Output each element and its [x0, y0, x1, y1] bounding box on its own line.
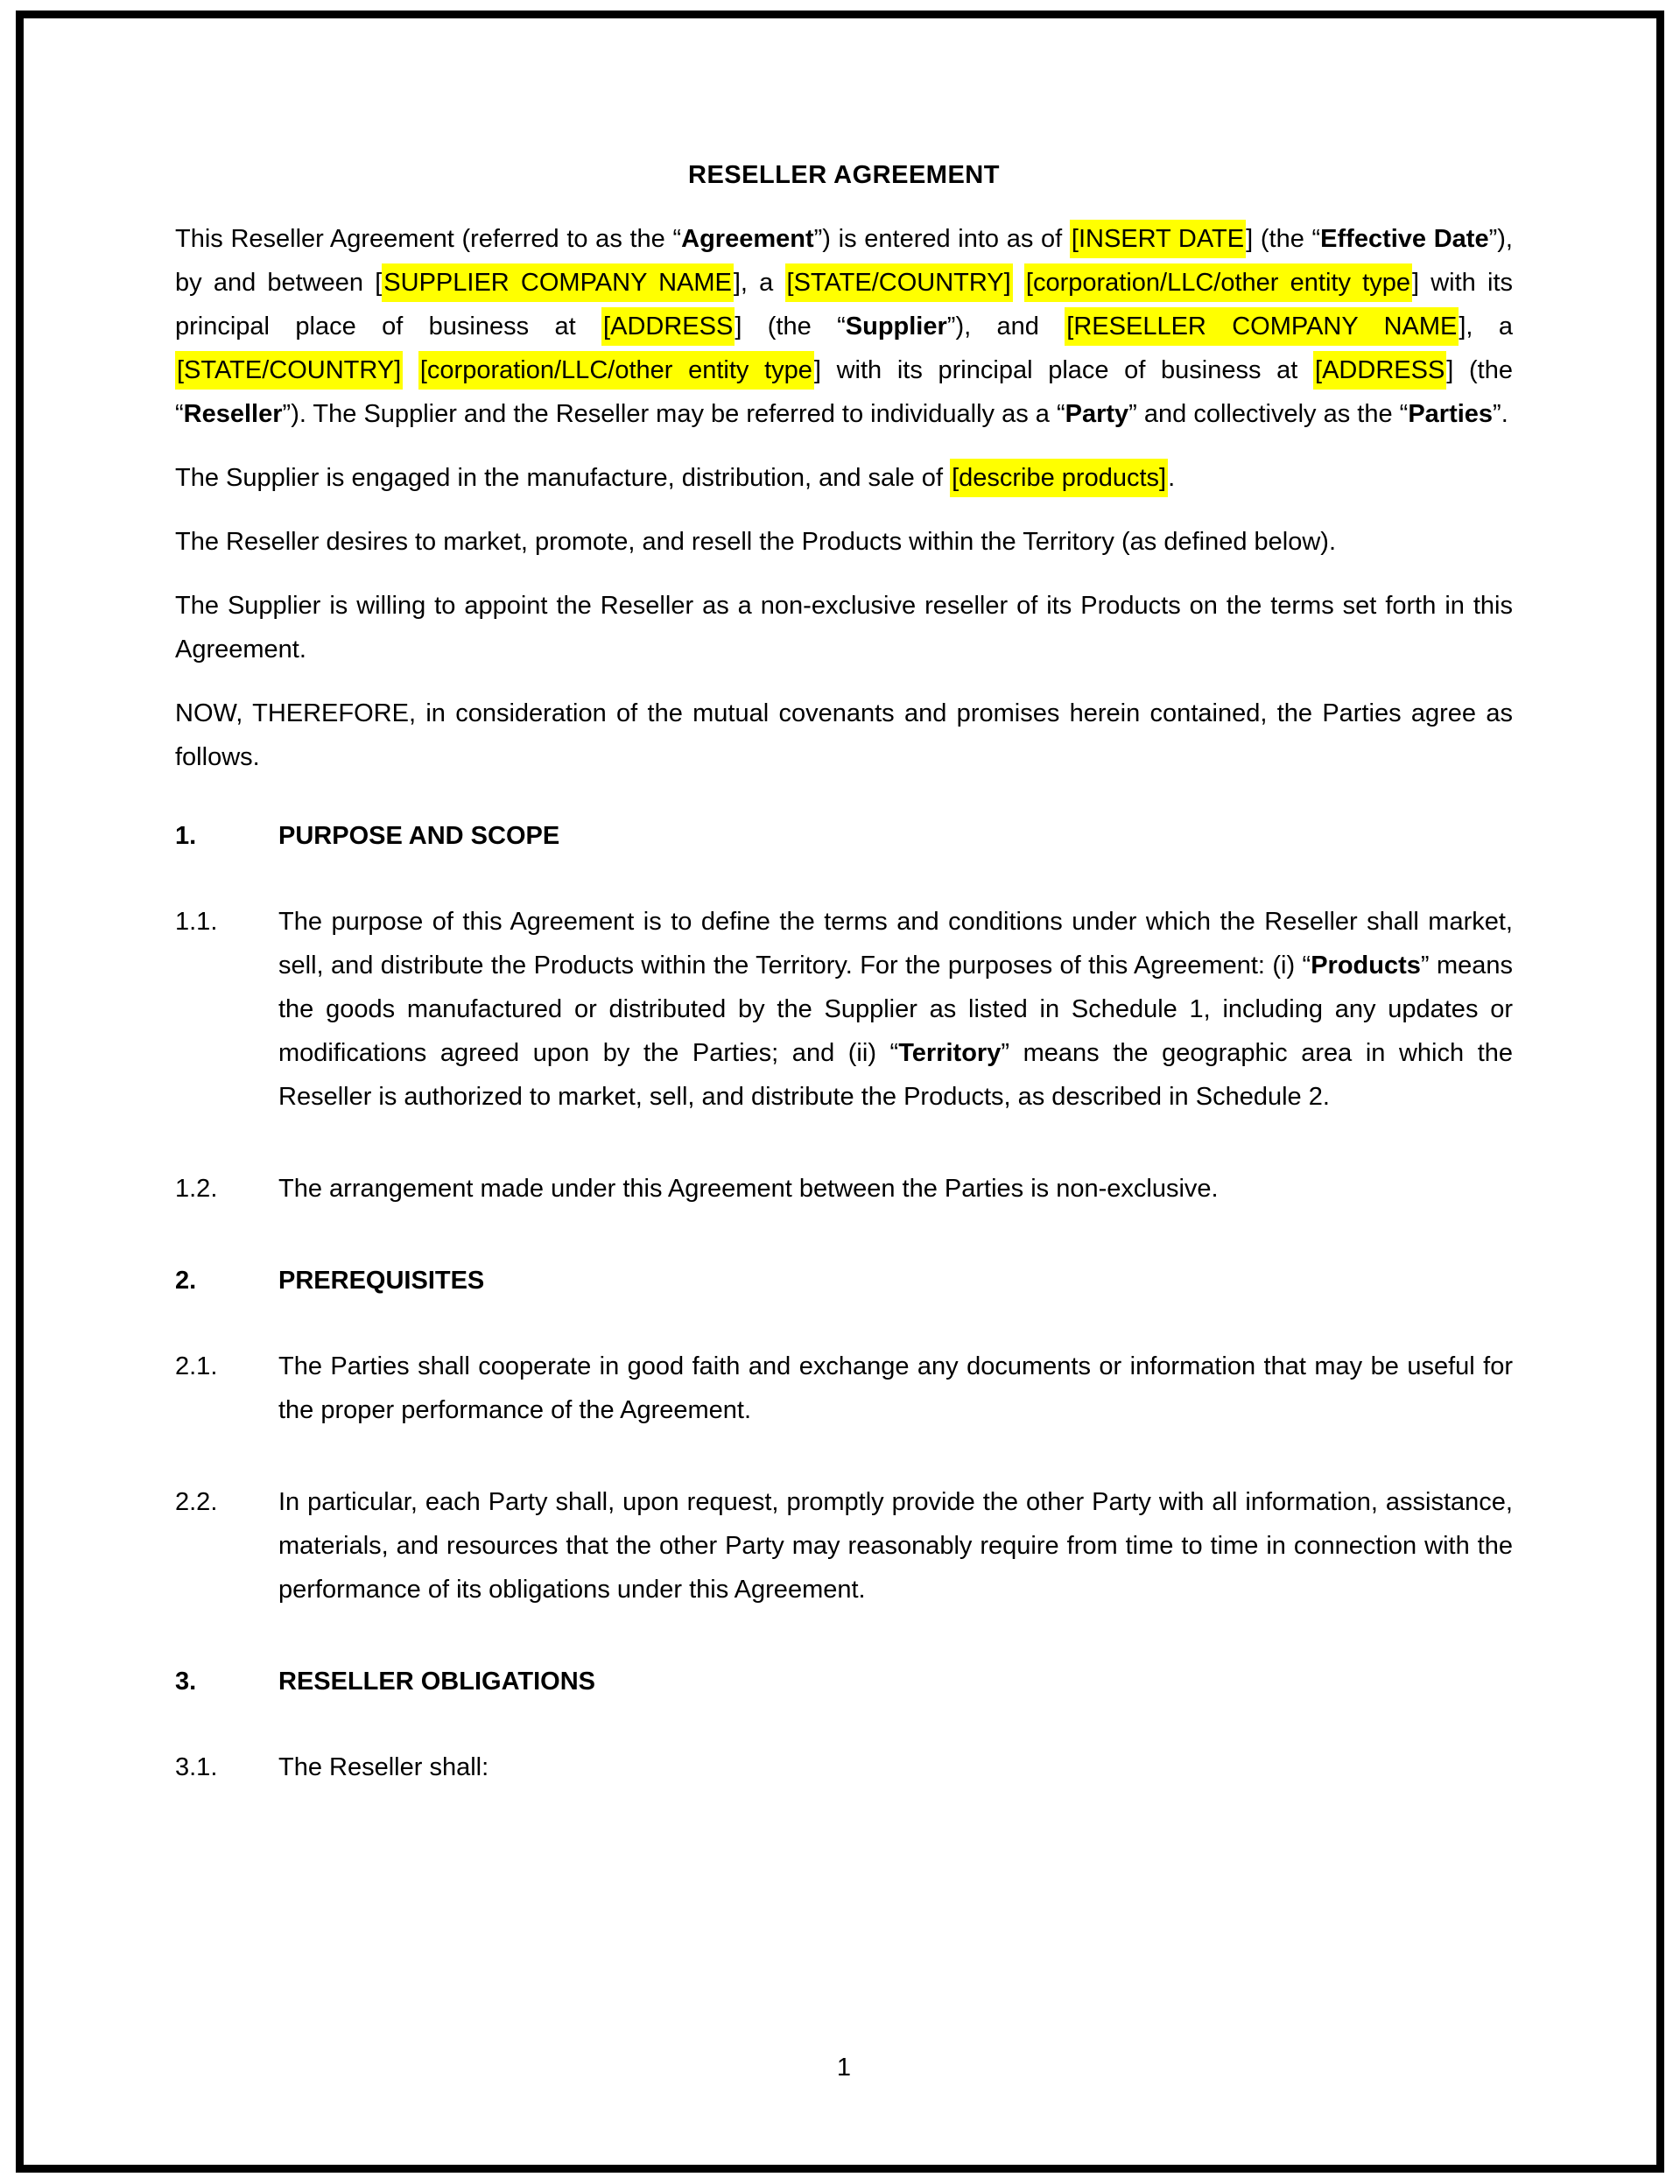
placeholder-highlight: [corporation/LLC/other entity type [418, 351, 814, 390]
section-number: 3. [175, 1668, 197, 1696]
text-run: . [1168, 464, 1176, 492]
clause-number: 1.1. [175, 908, 218, 936]
clause-number: 1.2. [175, 1175, 218, 1203]
placeholder-highlight: [ADDRESS [601, 307, 735, 346]
paragraph [175, 520, 1513, 564]
defined-term: Party [1065, 400, 1129, 428]
defined-term: Parties [1408, 400, 1494, 428]
text-run: ] (the “ [175, 356, 1513, 428]
text-run: ] (the “ [735, 313, 846, 341]
defined-term: Products [1311, 952, 1421, 980]
text-run: The Reseller desires to market, promote, and resell the Products within the Territory (as defined below). [175, 528, 1337, 556]
clause-number: 2.2. [175, 1488, 218, 1516]
defined-term: Reseller [183, 400, 283, 428]
text-run: ] with its principal place of business at [813, 356, 1314, 384]
text-run: ] (the “ [1246, 225, 1321, 253]
text-run: ”. [1493, 400, 1508, 428]
placeholder-highlight: [corporation/LLC/other entity type [1024, 263, 1412, 302]
section-heading [175, 1259, 1513, 1303]
clause-text [278, 1480, 1513, 1612]
text-run: The Parties shall cooperate in good faith and exchange any documents or information that may be useful for the proper performance of the Agreement. [278, 1352, 1513, 1424]
placeholder-highlight: [RESELLER COMPANY NAME [1065, 307, 1459, 346]
section-heading [175, 1660, 1513, 1703]
text-run: ” means the goods manufactured or distributed by the Supplier as listed in Schedule 1, including any updates or modifications agreed upon by the Parties; and (ii) “ [278, 952, 1513, 1067]
section-heading-text: RESELLER OBLIGATIONS [278, 1668, 595, 1696]
text-run: ” means the geographic area in which the Reseller is authorized to market, sell, and distribute the Products, as described in Schedule 2. [278, 1039, 1514, 1111]
clause-item [175, 1745, 1513, 1789]
defined-term: Agreement [681, 225, 814, 253]
text-run: The Supplier is willing to appoint the Reseller as a non-exclusive reseller of its Products on the terms set forth in this Agreement. [175, 592, 1513, 664]
text-run [1013, 269, 1024, 297]
clause-text [278, 900, 1513, 1119]
placeholder-highlight: [STATE/COUNTRY] [785, 263, 1013, 302]
text-run [403, 356, 418, 384]
section-heading-text: PREREQUISITES [278, 1267, 485, 1295]
text-run: The Reseller shall: [278, 1753, 489, 1781]
section-number: 1. [175, 822, 197, 850]
clause-item [175, 1480, 1513, 1612]
clause-item [175, 900, 1513, 1119]
section-heading-text: PURPOSE AND SCOPE [278, 822, 560, 850]
clause-number: 2.1. [175, 1352, 218, 1380]
document-content [175, 153, 1513, 1837]
placeholder-highlight: [INSERT DATE [1070, 220, 1246, 258]
defined-term: Supplier [845, 313, 947, 341]
text-run: NOW, THEREFORE, in consideration of the mutual covenants and promises herein contained, the Parties agree as follows. [175, 699, 1513, 771]
clause-text [278, 1745, 1513, 1789]
document-body [175, 217, 1513, 1789]
clause-item [175, 1345, 1513, 1432]
placeholder-highlight: SUPPLIER COMPANY NAME [382, 263, 734, 302]
placeholder-highlight: [STATE/COUNTRY] [175, 351, 403, 390]
text-run: ”) is entered into as of [813, 225, 1070, 253]
clause-item [175, 1167, 1513, 1211]
text-run: In particular, each Party shall, upon request, promptly provide the other Party with all information, assistance, materials, and resources that the other Party may reasonably require from time to time in connection with the performance of its obligations under this Agreement. [278, 1488, 1513, 1604]
text-run: This Reseller Agreement (referred to as the “ [175, 225, 682, 253]
section-number: 2. [175, 1267, 197, 1295]
placeholder-highlight: [describe products] [950, 459, 1168, 497]
text-run: ”). The Supplier and the Reseller may be referred to individually as a “ [282, 400, 1065, 428]
text-run: The purpose of this Agreement is to define the terms and conditions under which the Reseller shall market, sell, and distribute the Products within the Territory. For the purposes of this Agreement: (i) “ [278, 908, 1513, 980]
text-run: ] with its principal place of business at [175, 269, 1514, 341]
defined-term: Effective Date [1320, 225, 1489, 253]
paragraph [175, 217, 1513, 436]
text-run: ], a [1459, 313, 1513, 341]
placeholder-highlight: [ADDRESS [1313, 351, 1446, 390]
defined-term: Territory [898, 1039, 1002, 1067]
text-run: The Supplier is engaged in the manufacture, distribution, and sale of [175, 464, 951, 492]
text-run: The arrangement made under this Agreement between the Parties is non-exclusive. [278, 1175, 1219, 1203]
text-run: ”), by and between [ [175, 225, 1513, 297]
paragraph [175, 692, 1513, 779]
text-run: ”), and [946, 313, 1065, 341]
paragraph [175, 456, 1513, 500]
clause-text [278, 1167, 1513, 1211]
clause-text [278, 1345, 1513, 1432]
page-number: 1 [836, 2054, 852, 2082]
text-run: ], a [733, 269, 785, 297]
document-title: RESELLER AGREEMENT [688, 161, 1000, 189]
clause-number: 3.1. [175, 1753, 218, 1781]
section-heading [175, 814, 1513, 858]
text-run: ” and collectively as the “ [1128, 400, 1409, 428]
paragraph [175, 584, 1513, 671]
